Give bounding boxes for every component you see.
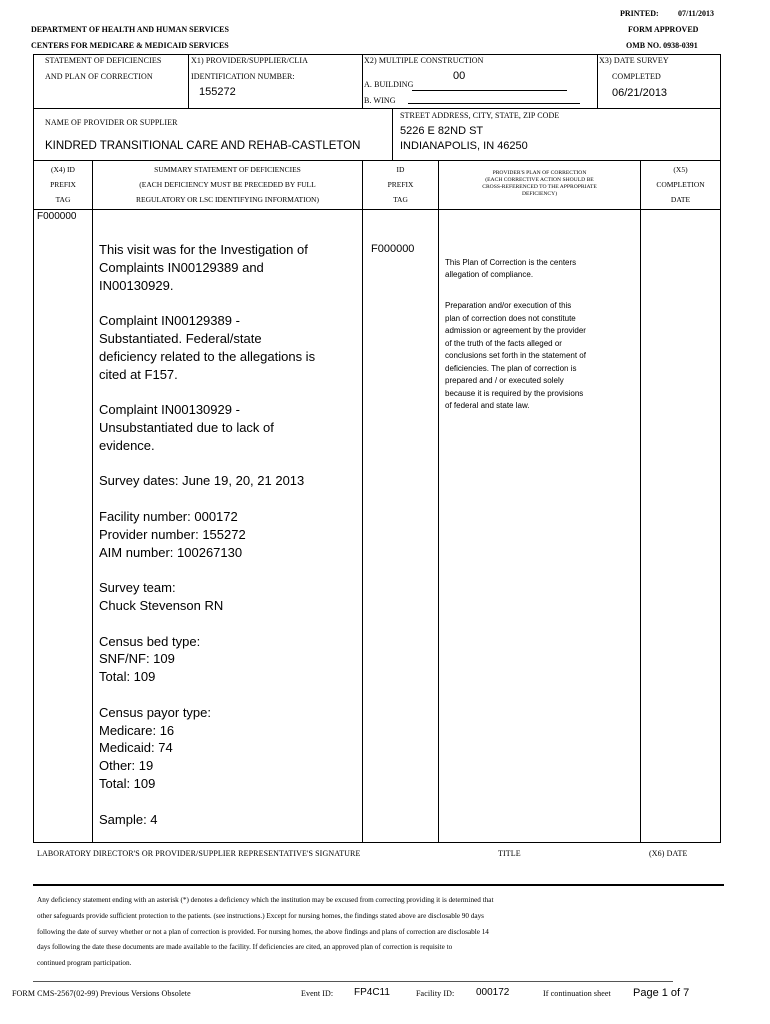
x5-line-2: COMPLETION [656,180,705,189]
summary-line-3: REGULATORY OR LSC IDENTIFYING INFORMATION) [136,195,319,204]
rule [33,160,34,843]
omb-number: OMB NO. 0938-0391 [626,41,698,50]
rule [362,160,363,843]
x5-line-1: (X5) [673,165,688,174]
date-survey-value: 06/21/2013 [612,87,668,99]
summary-paragraph: Survey team: Chuck Stevenson RN [99,580,224,613]
statement-label-2: AND PLAN OF CORRECTION [45,72,153,81]
x4-line-3: TAG [55,195,71,204]
form-approved: FORM APPROVED [628,25,699,34]
poc-line-4: DEFICIENCY) [521,191,558,197]
id-line-2: PREFIX [387,180,414,189]
poc-paragraph: Preparation and/or execution of this plan of correction does not constitute admission or agreement by the provider of the truth of the facts alleged or conclusions set forth in the statement of deficiencies. The plan of correction is prepared and / or executed solely because it is required by the provisions of federal and state law. [445,301,586,410]
street-line-2: INDIANAPOLIS, IN 46250 [400,140,528,152]
rule [33,54,34,109]
plan-of-correction-text [445,244,637,431]
rule [33,108,721,109]
street-address-label: STREET ADDRESS, CITY, STATE, ZIP CODE [400,111,560,120]
left-tag: F000000 [37,211,77,222]
title-label: TITLE [498,849,521,858]
rule [640,160,641,843]
footnote-line: days following the date these documents are made available to the facility. If deficiencies are cited, an approved plan of correction is requisite to [37,943,453,952]
summary-statement [99,241,361,846]
date-survey-label-2: COMPLETED [612,72,661,81]
multiple-construction-label: X2) MULTIPLE CONSTRUCTION [364,56,484,65]
disclosure-footnote [37,893,493,972]
poc-line-3: CROSS-REFERENCED TO THE APPROPRIATE [482,184,597,190]
signature-label: LABORATORY DIRECTOR'S OR PROVIDER/SUPPLIER REPRESENTATIVE'S SIGNATURE [37,849,361,858]
id-line-3: TAG [393,195,408,204]
poc-line-2: (EACH CORRECTIVE ACTION SHOULD BE [485,177,594,183]
street-line-1: 5226 E 82ND ST [400,125,484,137]
footnote-line: other safeguards provide sufficient protection to the patients. (see instructions.) Except for nursing homes, the findings stated above are disclosable 90 days [37,911,484,920]
page-number: Page 1 of 7 [633,987,690,999]
x4-id-header [34,162,92,207]
summary-paragraph: Facility number: 000172 Provider number: 155272 AIM number: 100267130 [99,508,246,560]
provider-id-label-2: IDENTIFICATION NUMBER: [191,72,295,81]
x4-line-1: (X4) ID [51,165,75,174]
x4-line-2: PREFIX [50,180,76,189]
poc-line-1: PROVIDER'S PLAN OF CORRECTION [492,170,587,176]
rule [597,54,598,109]
completion-date-header [641,162,720,207]
event-id-value: FP4C11 [354,987,390,998]
id-prefix-header [363,162,438,207]
rule [438,160,439,843]
footnote-line: Any deficiency statement ending with an asterisk (*) denotes a deficiency which the institution may be excused from correcting providing it is determined that [37,896,494,904]
form-id: FORM CMS-2567(02-99) Previous Versions Obsolete [12,989,191,998]
rule [33,884,724,886]
summary-paragraph: This visit was for the Investigation of Complaints IN00129389 and IN00130929. [99,242,308,293]
rule [188,54,189,109]
facility-id-label: Facility ID: [416,989,455,998]
summary-line-2: (EACH DEFICIENCY MUST BE PRECEDED BY FULL [139,180,316,189]
plan-of-correction-header [439,170,640,198]
statement-label-1: STATEMENT OF DEFICIENCIES [45,56,162,65]
centers-title: CENTERS FOR MEDICARE & MEDICAID SERVICES [31,41,229,50]
building-label: A. BUILDING [364,80,414,89]
rule [33,54,721,55]
x5-line-3: DATE [670,195,691,204]
summary-header [93,162,362,207]
provider-id-value: 155272 [199,86,236,98]
rule [392,108,393,160]
event-id-label: Event ID: [301,989,334,998]
department-title: DEPARTMENT OF HEALTH AND HUMAN SERVICES [31,25,229,34]
building-value: 00 [453,70,466,82]
footnote-line: continued program participation. [37,959,132,968]
poc-paragraph: This Plan of Correction is the centers allegation of compliance. [445,257,577,279]
wing-label: B. WING [364,96,396,105]
rule [33,108,34,160]
rule [92,160,93,843]
provider-name-label: NAME OF PROVIDER OR SUPPLIER [45,118,178,127]
id-line-1: ID [396,165,405,174]
rule [33,160,721,161]
summary-paragraph: Complaint IN00129389 - Substantiated. Federal/state deficiency related to the allegations is cited at F157. [99,313,316,382]
signature-date-label: (X6) DATE [649,849,688,858]
provider-name-value: KINDRED TRANSITIONAL CARE AND REHAB-CASTLETON [45,140,361,152]
rule [33,209,721,210]
summary-paragraph: Census payor type: Medicare: 16 Medicaid: 74 Other: 19 Total: 109 [99,704,212,791]
summary-paragraph: Complaint IN00130929 - Unsubstantiated due to lack of evidence. [99,402,274,453]
date-survey-label-1: X3) DATE SURVEY [599,56,669,65]
provider-id-label-1: X1) PROVIDER/SUPPLIER/CLIA [191,56,309,65]
footnote-line: following the date of survey whether or not a plan of correction is provided. For nursing homes, the above findings and plans of correction are disclosable 14 [37,927,489,936]
rule [720,160,721,843]
rule [33,981,673,982]
rule [720,54,721,109]
rule [362,54,363,109]
printed-label: PRINTED: [620,9,659,18]
summary-paragraph: Census bed type: SNF/NF: 109 Total: 109 [99,633,201,685]
summary-line-1: SUMMARY STATEMENT OF DEFICIENCIES [154,165,301,174]
printed-date: 07/11/2013 [678,9,715,18]
summary-paragraph: Sample: 4 [99,811,158,827]
wing-underline [408,103,580,104]
right-tag: F000000 [371,243,415,255]
rule [720,108,721,160]
facility-id-value: 000172 [476,987,510,998]
continuation-label: If continuation sheet [543,989,611,998]
summary-paragraph: Survey dates: June 19, 20, 21 2013 [99,473,305,489]
building-underline [412,90,567,91]
